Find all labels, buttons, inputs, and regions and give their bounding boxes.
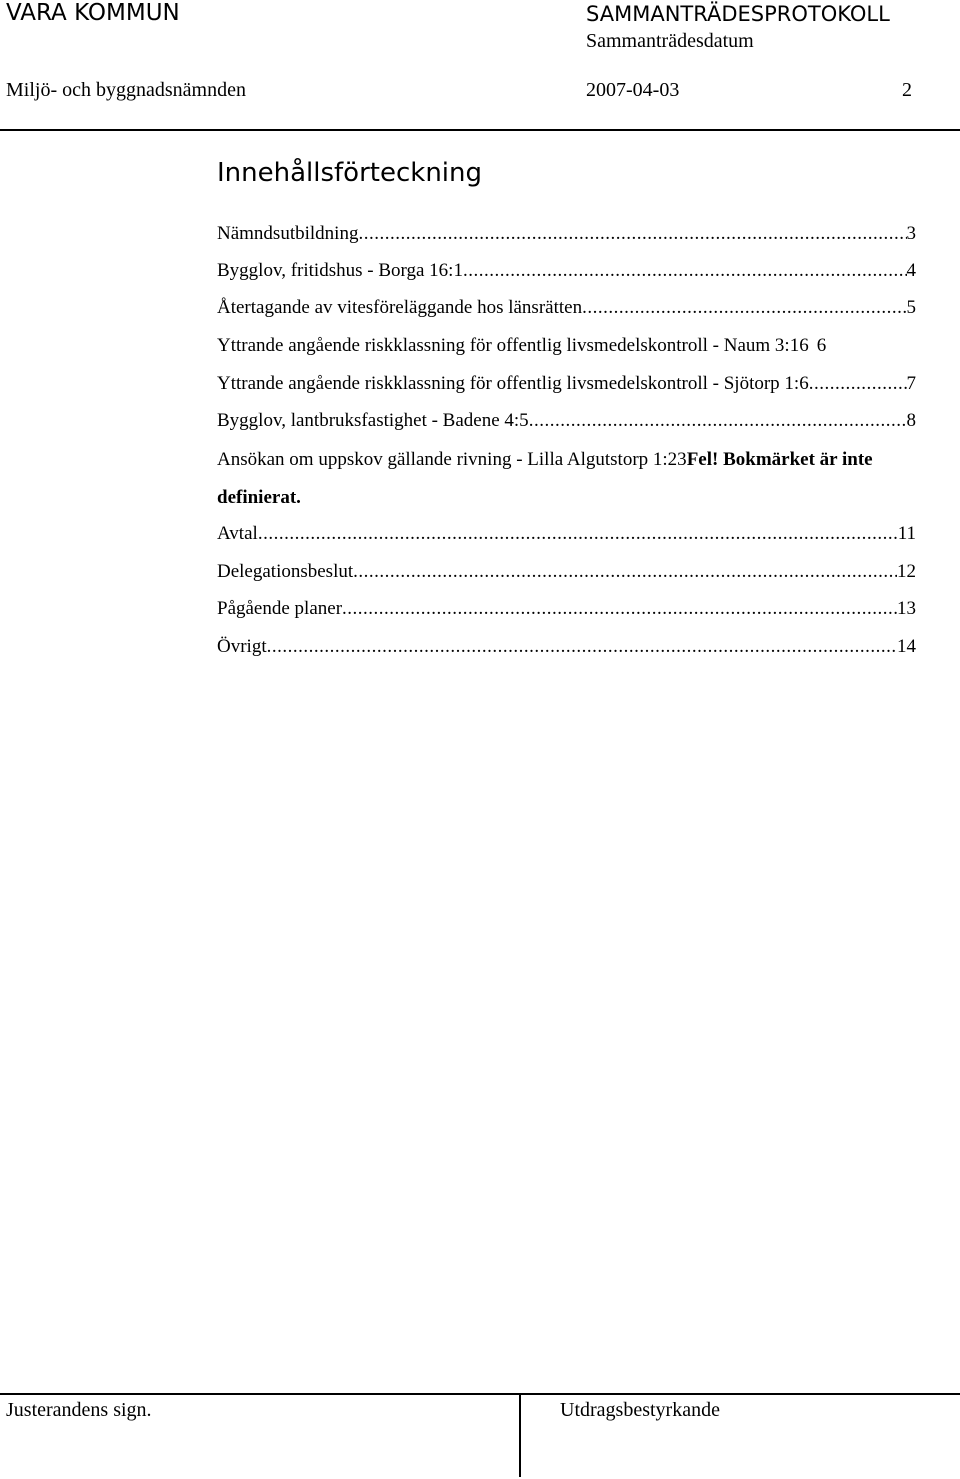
- toc-entry[interactable]: [217, 441, 922, 517]
- toc-entry-title: Övrigt: [217, 636, 267, 657]
- extract-certification-label: Utdragsbestyrkande: [560, 1399, 720, 1421]
- footer-divider: [0, 1393, 960, 1395]
- toc-leader-dots: [258, 519, 898, 549]
- toc-entry-title: Delegationsbeslut: [217, 561, 354, 582]
- toc-entry-page: 7: [906, 373, 916, 394]
- toc-leader-dots: [582, 293, 906, 323]
- toc-entry-title: Ansökan om uppskov gällande rivning - Lilla Algutstorp 1:23: [217, 449, 687, 470]
- toc-entry[interactable]: [217, 369, 916, 399]
- toc-leader-dots: [529, 406, 907, 436]
- toc-leader-dots: [463, 256, 907, 286]
- toc-entry[interactable]: [217, 594, 916, 624]
- toc-entry-title: Pågående planer: [217, 598, 343, 619]
- meeting-date-label: Sammanträdesdatum: [586, 30, 754, 52]
- toc-entry-error: Fel! Bokmärket är inte definierat.: [217, 449, 873, 508]
- toc-entry-title: Nämndsutbildning: [217, 223, 359, 244]
- page-number: 2: [902, 79, 912, 101]
- toc-entry-page: 14: [897, 636, 916, 657]
- document-type: SAMMANTRÄDESPROTOKOLL: [586, 2, 890, 26]
- header-divider: [0, 129, 960, 131]
- board-name: Miljö- och byggnadsnämnden: [6, 79, 246, 101]
- toc-entry[interactable]: [217, 519, 916, 549]
- signature-label: Justerandens sign.: [6, 1399, 152, 1421]
- toc-entry[interactable]: [217, 557, 916, 587]
- toc-entry-page: 5: [906, 297, 916, 318]
- toc-entry[interactable]: [217, 293, 916, 323]
- toc-leader-dots: [353, 557, 897, 587]
- toc-entry-title: Avtal: [217, 523, 258, 544]
- toc-entry-page: 8: [906, 410, 916, 431]
- toc-entry-title: Yttrande angående riskklassning för offentlig livsmedelskontroll - Sjötorp 1:6: [217, 373, 809, 394]
- toc-entry[interactable]: [217, 331, 922, 361]
- toc-entry-title: Återtagande av vitesföreläggande hos länsrätten: [217, 297, 583, 318]
- toc-leader-dots: [342, 594, 897, 624]
- footer-column-divider: [519, 1393, 521, 1477]
- toc-entry-page: 12: [897, 561, 916, 582]
- toc-entry[interactable]: [217, 256, 916, 286]
- toc-entry-page: 4: [906, 260, 916, 281]
- toc-entry-page: 3: [906, 223, 916, 244]
- toc-leader-dots: [358, 219, 906, 249]
- toc-entry-page: 13: [897, 598, 916, 619]
- toc-entry-title: Bygglov, fritidshus - Borga 16:1: [217, 260, 463, 281]
- municipality-name: VARA KOMMUN: [6, 0, 180, 26]
- toc-leader-dots: [809, 369, 907, 399]
- toc-entry-title: Bygglov, lantbruksfastighet - Badene 4:5: [217, 410, 529, 431]
- toc-entry-page: 11: [897, 523, 916, 544]
- meeting-date: 2007-04-03: [586, 79, 680, 101]
- toc-heading: Innehållsförteckning: [217, 158, 483, 188]
- toc-entry[interactable]: [217, 632, 916, 662]
- toc-entry[interactable]: [217, 219, 916, 249]
- toc-entry-page: 6: [816, 335, 827, 356]
- toc-entry[interactable]: [217, 406, 916, 436]
- toc-leader-dots: [267, 632, 897, 662]
- toc-entry-title: Yttrande angående riskklassning för offentlig livsmedelskontroll - Naum 3:16: [217, 335, 809, 356]
